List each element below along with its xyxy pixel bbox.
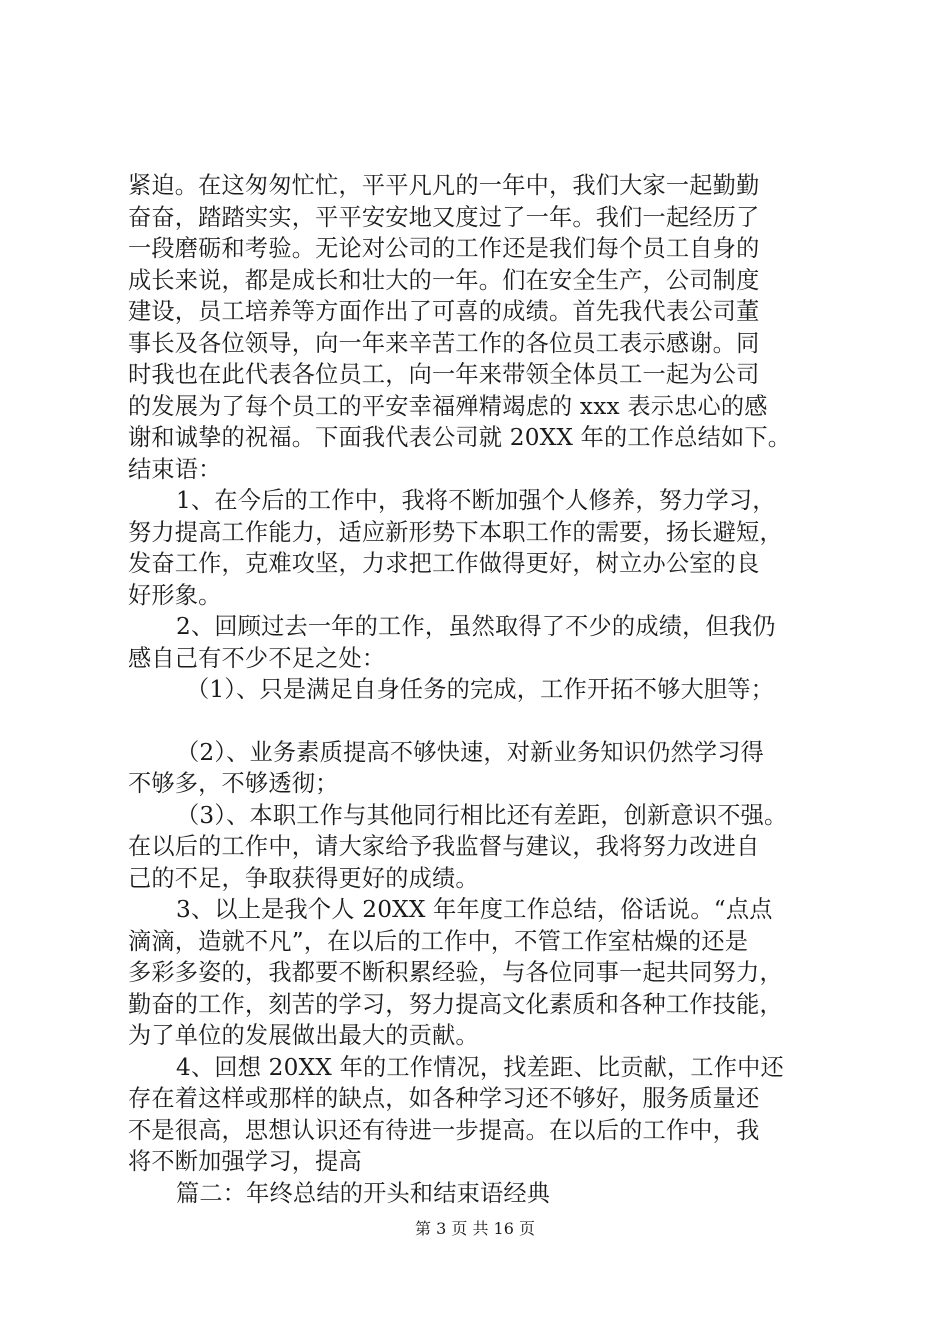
- page-number-footer: 第 3 页 共 16 页: [415, 1219, 535, 1238]
- text-line: 感自己有不少不足之处：: [128, 644, 386, 672]
- document-body: [128, 170, 848, 1209]
- text-line: 将不断加强学习，提高: [128, 1148, 362, 1175]
- text-line: 好形象。: [128, 581, 222, 609]
- text-line: 时我也在此代表各位员工，向一年来带领全体员工一起为公司: [128, 361, 760, 388]
- text-line: （3）、本职工作与其他同行相比还有差距，创新意识不强。: [176, 801, 788, 829]
- text-line: 滴滴，造就不凡”，在以后的工作中，不管工作室枯燥的还是: [128, 927, 749, 955]
- text-line: 2、回顾过去一年的工作，虽然取得了不少的成绩，但我仍: [176, 613, 776, 640]
- text-line: 事长及各位领导，向一年来辛苦工作的各位员工表示感谢。同: [128, 329, 760, 357]
- text-line: 勤奋的工作，刻苦的学习，努力提高文化素质和各种工作技能，: [128, 990, 783, 1018]
- text-line: （1）、只是满足自身任务的完成，工作开拓不够大胆等；: [186, 676, 775, 703]
- text-line: 成长来说，都是成长和壮大的一年。们在安全生产，公司制度: [128, 266, 760, 294]
- text-line: 1、在今后的工作中，我将不断加强个人修养，努力学习，: [176, 487, 776, 514]
- text-line: 不是很高，思想认识还有待进一步提高。在以后的工作中，我: [128, 1116, 760, 1144]
- text-line: 建设，员工培养等方面作出了可喜的成绩。首先我代表公司董: [128, 298, 760, 325]
- text-line: 努力提高工作能力，适应新形势下本职工作的需要，扬长避短，: [128, 518, 783, 546]
- text-line: 谢和诚挚的祝福。下面我代表公司就 20XX 年的工作总结如下。: [128, 424, 792, 451]
- text-line: 多彩多姿的，我都要不断积累经验，与各位同事一起共同努力，: [128, 959, 783, 986]
- text-line: 4、回想 20XX 年的工作情况，找差距、比贡献，工作中还: [176, 1053, 784, 1081]
- section-heading-conclusion: 结束语：: [128, 455, 222, 483]
- text-line: 紧迫。在这匆匆忙忙，平平凡凡的一年中，我们大家一起勤勤: [128, 172, 760, 199]
- text-line: 不够多，不够透彻；: [128, 770, 339, 797]
- text-line: 发奋工作，克难攻坚，力求把工作做得更好，树立办公室的良: [128, 550, 760, 577]
- text-line: 在以后的工作中，请大家给予我监督与建议，我将努力改进自: [128, 833, 760, 860]
- text-line: 的发展为了每个员工的平安幸福殚精竭虑的 xxx 表示忠心的感: [128, 392, 768, 420]
- text-line: 为了单位的发展做出最大的贡献。: [128, 1022, 479, 1049]
- blank-line: [128, 706, 848, 737]
- text-line: 奋奋，踏踏实实，平平安安地又度过了一年。我们一起经历了: [128, 203, 760, 231]
- text-line: 存在着这样或那样的缺点，如各种学习还不够好，服务质量还: [128, 1085, 760, 1112]
- text-line: 3、以上是我个人 20XX 年年度工作总结，俗话说。“点点: [176, 896, 773, 923]
- section-heading-part-two: 篇二：年终总结的开头和结束语经典: [176, 1179, 551, 1207]
- text-line: 己的不足，争取获得更好的成绩。: [128, 864, 479, 892]
- text-line: （2）、业务素质提高不够快速，对新业务知识仍然学习得: [176, 738, 765, 766]
- text-line: 一段磨砺和考验。无论对公司的工作还是我们每个员工自身的: [128, 235, 760, 262]
